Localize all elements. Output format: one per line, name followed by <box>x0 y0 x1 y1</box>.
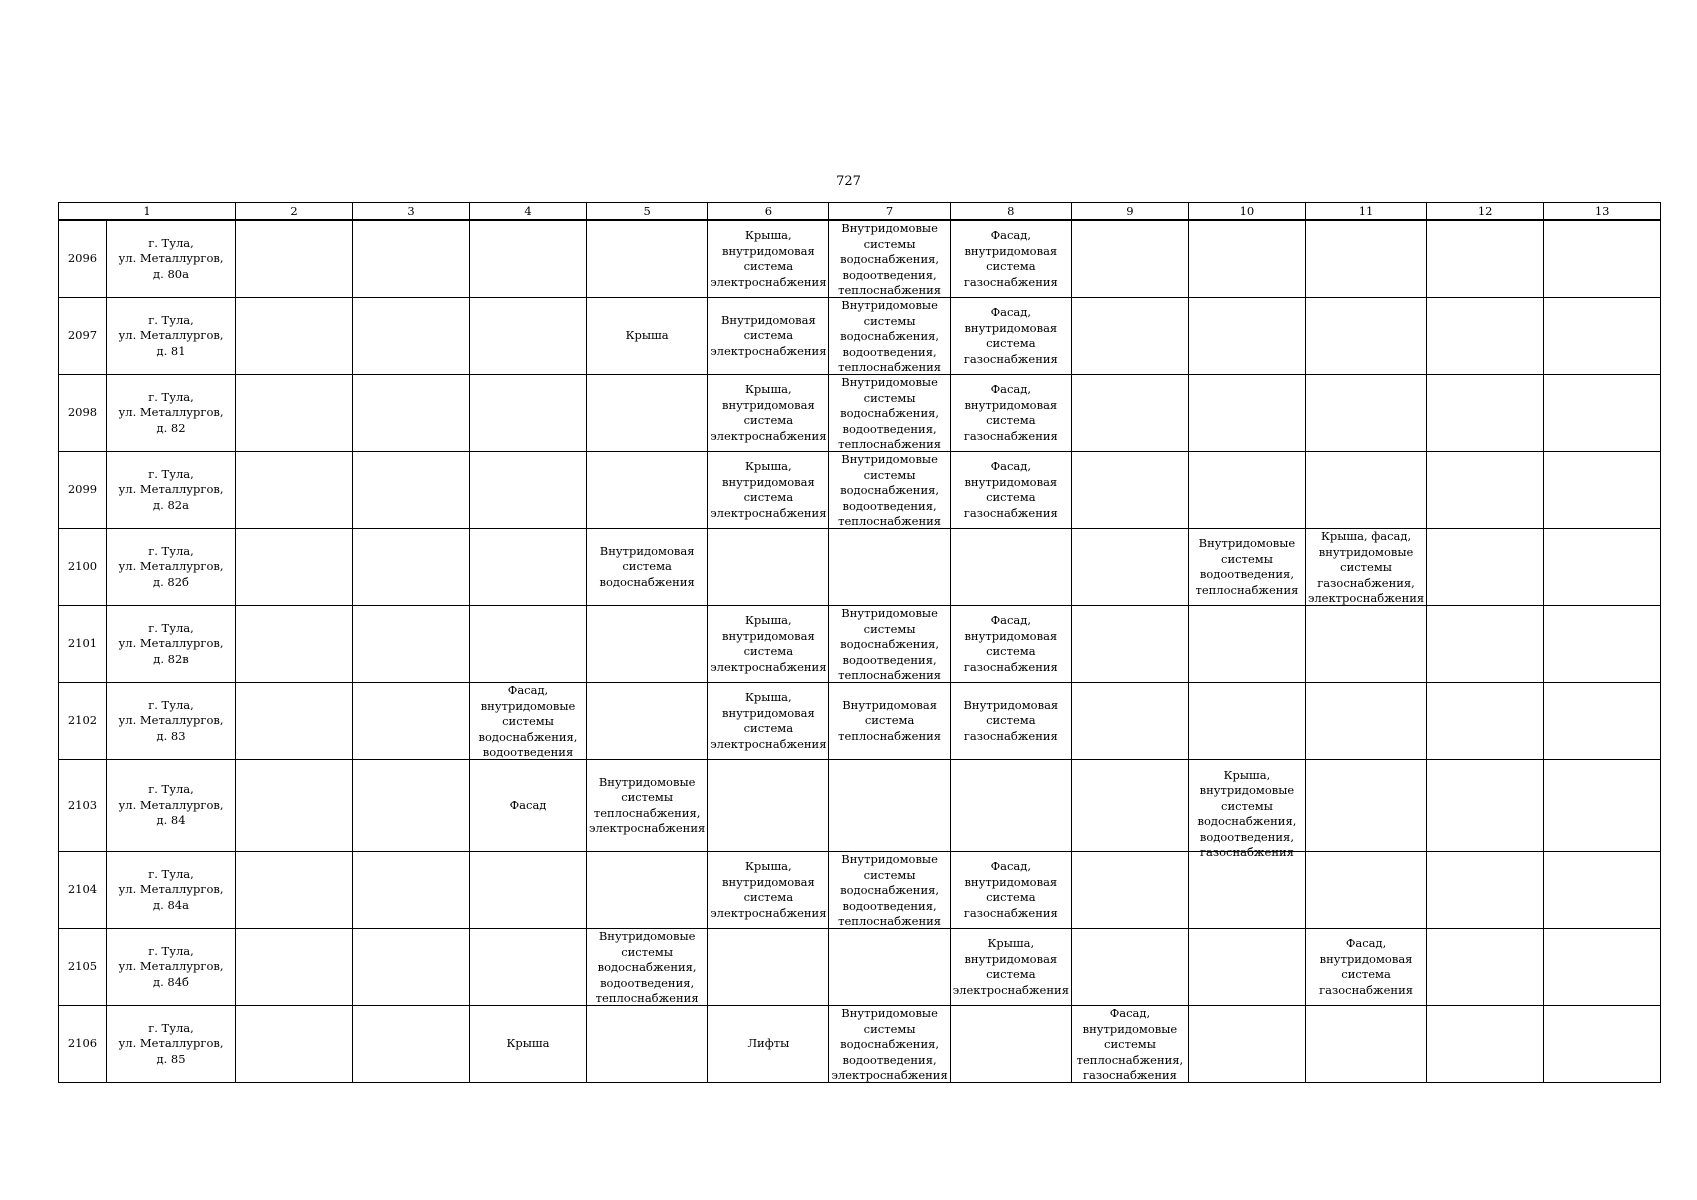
address-line: ул. Металлургов, <box>118 482 224 497</box>
work-cell-col-2 <box>236 606 353 683</box>
work-cell-col-2 <box>236 852 353 929</box>
work-cell-col-7 <box>829 683 950 760</box>
address-line: ул. Металлургов, <box>118 713 224 728</box>
work-cell-col-8 <box>950 683 1071 760</box>
address-line: ул. Металлургов, <box>118 405 224 420</box>
work-cell-col-3 <box>353 452 470 529</box>
row-number: 2102 <box>59 683 107 760</box>
work-text: Крыша, внутридомовая система электроснабжения <box>710 459 827 520</box>
work-text: Фасад <box>509 797 547 812</box>
row-number: 2103 <box>59 760 107 852</box>
work-text: Внутридомовые системы водоснабжения, водоотведения, теплоснабжения <box>838 852 942 928</box>
work-cell-col-10 <box>1188 760 1305 859</box>
work-text: Внутридомовые системы водоснабжения, водоотведения, теплоснабжения <box>595 929 699 1005</box>
work-text: Внутридомовые системы водоснабжения, водоотведения, электроснабжения <box>831 1006 948 1082</box>
work-cell-col-9 <box>1071 298 1188 375</box>
table-row <box>59 606 1661 683</box>
work-cell-col-7 <box>829 298 950 375</box>
work-cell-col-4 <box>470 929 587 1006</box>
table-row <box>59 1006 1661 1083</box>
work-cell-col-5 <box>587 1006 708 1083</box>
work-cell-col-3 <box>353 220 470 298</box>
work-cell-col-2 <box>236 760 353 852</box>
work-cell-col-12 <box>1427 683 1544 760</box>
table-row <box>59 852 1661 929</box>
work-cell-col-5 <box>587 452 708 529</box>
work-text: Внутридомовые системы водоснабжения, водоотведения, теплоснабжения <box>838 221 942 297</box>
work-cell-col-2 <box>236 375 353 452</box>
work-text: Внутридомовая система электроснабжения <box>710 312 827 358</box>
column-header-5: 5 <box>587 203 708 221</box>
address-cell <box>107 683 236 760</box>
work-cell-col-9 <box>1071 220 1188 298</box>
work-cell-col-8 <box>950 452 1071 529</box>
work-cell-col-3 <box>353 1006 470 1083</box>
column-header-11: 11 <box>1305 203 1426 221</box>
work-cell-col-4 <box>470 606 587 683</box>
work-cell-col-7 <box>829 375 950 452</box>
work-cell-col-7 <box>829 929 950 1006</box>
address-line: ул. Металлургов, <box>118 251 224 266</box>
row-number: 2099 <box>59 452 107 529</box>
work-text: Лифты <box>747 1036 790 1051</box>
address-line: г. Тула, <box>148 235 194 250</box>
work-cell-col-11 <box>1305 852 1426 929</box>
work-cell-col-2 <box>236 220 353 298</box>
table-row <box>59 529 1661 606</box>
work-cell-col-6 <box>708 760 829 852</box>
work-cell-col-13 <box>1544 375 1661 452</box>
work-cell-col-4 <box>470 760 587 852</box>
column-header-6: 6 <box>708 203 829 221</box>
work-cell-col-6 <box>708 375 829 452</box>
work-cell-col-6 <box>708 683 829 760</box>
work-cell-col-13 <box>1544 760 1661 852</box>
work-cell-col-10 <box>1188 220 1305 298</box>
work-cell-col-5 <box>587 298 708 375</box>
work-cell-col-5 <box>587 606 708 683</box>
address-line: г. Тула, <box>148 782 194 797</box>
column-header-13: 13 <box>1544 203 1661 221</box>
work-cell-col-4 <box>470 529 587 606</box>
header-row <box>59 203 1661 221</box>
work-cell-col-2 <box>236 298 353 375</box>
work-cell-col-9 <box>1071 929 1188 1006</box>
work-cell-col-13 <box>1544 929 1661 1006</box>
work-text: Внутридомовые системы водоснабжения, водоотведения, теплоснабжения <box>838 375 942 451</box>
work-cell-col-7 <box>829 760 950 852</box>
work-cell-col-11 <box>1305 929 1426 1006</box>
work-cell-col-6 <box>708 529 829 606</box>
work-cell-col-11 <box>1305 1006 1426 1083</box>
work-text: Внутридомовые системы водоснабжения, водоотведения, теплоснабжения <box>838 606 942 682</box>
column-header-8: 8 <box>950 203 1071 221</box>
work-cell-col-9 <box>1071 452 1188 529</box>
work-cell-col-10 <box>1188 529 1305 606</box>
column-header-7: 7 <box>829 203 950 221</box>
work-cell-col-12 <box>1427 452 1544 529</box>
work-cell-col-2 <box>236 1006 353 1083</box>
work-cell-col-12 <box>1427 529 1544 606</box>
work-cell-col-8 <box>950 760 1071 852</box>
work-cell-col-10 <box>1188 852 1305 929</box>
row-number: 2105 <box>59 929 107 1006</box>
work-cell-col-8 <box>950 529 1071 606</box>
work-cell-col-5 <box>587 929 708 1006</box>
work-text: Крыша, внутридомовая система электроснабжения <box>710 613 827 674</box>
work-cell-col-12 <box>1427 220 1544 298</box>
column-header-2: 2 <box>236 203 353 221</box>
work-cell-col-9 <box>1071 375 1188 452</box>
work-cell-col-8 <box>950 1006 1071 1083</box>
work-cell-col-13 <box>1544 1006 1661 1083</box>
address-line: д. 81 <box>156 343 186 358</box>
work-cell-col-9 <box>1071 760 1188 852</box>
row-number: 2096 <box>59 220 107 298</box>
work-text: Внутридомовая система газоснабжения <box>963 697 1059 743</box>
address-line: г. Тула, <box>148 1020 194 1035</box>
work-cell-col-11 <box>1305 606 1426 683</box>
address-line: ул. Металлургов, <box>118 797 224 812</box>
address-line: д. 85 <box>156 1051 186 1066</box>
column-header-3: 3 <box>353 203 470 221</box>
work-cell-col-9 <box>1071 606 1188 683</box>
work-text: Крыша <box>625 328 669 343</box>
table-row <box>59 452 1661 529</box>
work-cell-col-6 <box>708 852 829 929</box>
table-row <box>59 929 1661 1006</box>
address-line: ул. Металлургов, <box>118 882 224 897</box>
work-text: Внутридомовая система водоснабжения <box>599 543 695 589</box>
work-text: Крыша, внутридомовые системы водоснабжения, водоотведения, газоснабжения <box>1197 767 1297 859</box>
work-cell-col-3 <box>353 529 470 606</box>
address-line: ул. Металлургов, <box>118 328 224 343</box>
address-line: г. Тула, <box>148 697 194 712</box>
address-line: д. 82б <box>153 574 189 589</box>
work-text: Внутридомовые системы теплоснабжения, электроснабжения <box>589 774 706 835</box>
row-number: 2106 <box>59 1006 107 1083</box>
work-cell-col-3 <box>353 375 470 452</box>
work-cell-col-7 <box>829 606 950 683</box>
address-cell <box>107 929 236 1006</box>
work-text: Крыша, внутридомовая система электроснабжения <box>710 382 827 443</box>
work-cell-col-13 <box>1544 298 1661 375</box>
work-cell-col-12 <box>1427 760 1544 852</box>
address-line: д. 82в <box>153 651 189 666</box>
work-cell-col-5 <box>587 529 708 606</box>
work-cell-col-5 <box>587 852 708 929</box>
work-text: Фасад, внутридомовая система газоснабжения <box>963 459 1058 520</box>
work-cell-col-3 <box>353 929 470 1006</box>
work-cell-col-6 <box>708 929 829 1006</box>
row-number: 2100 <box>59 529 107 606</box>
column-header-4: 4 <box>470 203 587 221</box>
work-text: Фасад, внутридомовая система газоснабжения <box>963 382 1058 443</box>
address-cell <box>107 298 236 375</box>
address-line: г. Тула, <box>148 389 194 404</box>
work-cell-col-5 <box>587 220 708 298</box>
work-cell-col-3 <box>353 606 470 683</box>
address-line: г. Тула, <box>148 312 194 327</box>
column-header-1: 1 <box>59 203 236 221</box>
work-cell-col-9 <box>1071 852 1188 929</box>
work-cell-col-8 <box>950 852 1071 929</box>
work-text: Крыша, внутридомовая система электроснабжения <box>952 936 1069 997</box>
address-line: ул. Металлургов, <box>118 559 224 574</box>
work-cell-col-12 <box>1427 375 1544 452</box>
address-line: ул. Металлургов, <box>118 1036 224 1051</box>
work-cell-col-2 <box>236 452 353 529</box>
work-cell-col-7 <box>829 852 950 929</box>
work-cell-col-11 <box>1305 220 1426 298</box>
work-cell-col-11 <box>1305 452 1426 529</box>
work-cell-col-4 <box>470 452 587 529</box>
address-line: г. Тула, <box>148 543 194 558</box>
address-cell <box>107 606 236 683</box>
address-line: г. Тула, <box>148 866 194 881</box>
work-cell-col-8 <box>950 220 1071 298</box>
address-line: ул. Металлургов, <box>118 636 224 651</box>
address-line: д. 84 <box>156 813 186 828</box>
work-cell-col-13 <box>1544 452 1661 529</box>
work-cell-col-7 <box>829 452 950 529</box>
work-cell-col-7 <box>829 220 950 298</box>
address-cell <box>107 760 236 852</box>
work-cell-col-10 <box>1188 1006 1305 1083</box>
work-text: Фасад, внутридомовые системы водоснабжения, водоотведения <box>478 683 578 759</box>
page-number: 727 <box>836 174 861 189</box>
address-line: ул. Металлургов, <box>118 959 224 974</box>
table-row <box>59 683 1661 760</box>
work-cell-col-3 <box>353 852 470 929</box>
row-number: 2097 <box>59 298 107 375</box>
work-cell-col-11 <box>1305 683 1426 760</box>
work-text: Фасад, внутридомовые системы теплоснабжения, газоснабжения <box>1076 1006 1184 1082</box>
work-cell-col-10 <box>1188 606 1305 683</box>
work-cell-col-2 <box>236 929 353 1006</box>
work-cell-col-4 <box>470 298 587 375</box>
table-row <box>59 298 1661 375</box>
row-number: 2098 <box>59 375 107 452</box>
work-cell-col-13 <box>1544 852 1661 929</box>
work-cell-col-12 <box>1427 606 1544 683</box>
work-text: Фасад, внутридомовая система газоснабжения <box>1319 936 1414 997</box>
address-line: г. Тула, <box>148 620 194 635</box>
address-line: д. 82 <box>156 420 186 435</box>
work-cell-col-3 <box>353 760 470 852</box>
work-cell-col-13 <box>1544 529 1661 606</box>
work-text: Фасад, внутридомовая система газоснабжения <box>963 228 1058 289</box>
work-cell-col-2 <box>236 683 353 760</box>
row-number: 2101 <box>59 606 107 683</box>
work-cell-col-12 <box>1427 1006 1544 1083</box>
work-cell-col-3 <box>353 298 470 375</box>
work-cell-col-7 <box>829 529 950 606</box>
address-line: г. Тула, <box>148 466 194 481</box>
work-cell-col-12 <box>1427 929 1544 1006</box>
work-cell-col-8 <box>950 375 1071 452</box>
work-cell-col-11 <box>1305 375 1426 452</box>
work-text: Фасад, внутридомовая система газоснабжения <box>963 305 1058 366</box>
column-header-12: 12 <box>1427 203 1544 221</box>
work-cell-col-6 <box>708 298 829 375</box>
work-cell-col-11 <box>1305 760 1426 852</box>
work-cell-col-5 <box>587 760 708 852</box>
work-cell-col-6 <box>708 452 829 529</box>
work-text: Крыша, внутридомовая система электроснабжения <box>710 859 827 920</box>
column-header-10: 10 <box>1188 203 1305 221</box>
address-line: д. 82а <box>153 497 189 512</box>
work-text: Внутридомовые системы водоснабжения, водоотведения, теплоснабжения <box>838 298 942 374</box>
work-text: Внутридомовые системы водоснабжения, водоотведения, теплоснабжения <box>838 452 942 528</box>
work-cell-col-6 <box>708 220 829 298</box>
address-cell <box>107 220 236 298</box>
address-line: д. 84а <box>153 897 189 912</box>
work-cell-col-10 <box>1188 683 1305 760</box>
work-cell-col-10 <box>1188 375 1305 452</box>
repair-schedule-table <box>58 202 1661 1083</box>
work-cell-col-12 <box>1427 298 1544 375</box>
address-line: д. 84б <box>153 974 189 989</box>
work-text: Внутридомовая система теплоснабжения <box>838 697 942 743</box>
work-cell-col-4 <box>470 375 587 452</box>
work-cell-col-10 <box>1188 929 1305 1006</box>
work-cell-col-8 <box>950 929 1071 1006</box>
address-line: г. Тула, <box>148 943 194 958</box>
address-cell <box>107 375 236 452</box>
work-text: Крыша, внутридомовая система электроснабжения <box>710 228 827 289</box>
work-cell-col-9 <box>1071 683 1188 760</box>
work-cell-col-10 <box>1188 298 1305 375</box>
work-cell-col-5 <box>587 375 708 452</box>
work-cell-col-10 <box>1188 452 1305 529</box>
work-cell-col-13 <box>1544 606 1661 683</box>
work-cell-col-4 <box>470 1006 587 1083</box>
work-cell-col-6 <box>708 1006 829 1083</box>
address-cell <box>107 1006 236 1083</box>
work-cell-col-3 <box>353 683 470 760</box>
work-cell-col-2 <box>236 529 353 606</box>
work-cell-col-11 <box>1305 298 1426 375</box>
work-cell-col-11 <box>1305 529 1426 606</box>
work-text: Фасад, внутридомовая система газоснабжения <box>963 859 1058 920</box>
row-number: 2104 <box>59 852 107 929</box>
work-cell-col-9 <box>1071 529 1188 606</box>
work-cell-col-8 <box>950 298 1071 375</box>
address-line: д. 83 <box>156 728 186 743</box>
table-row <box>59 760 1661 852</box>
work-cell-col-12 <box>1427 852 1544 929</box>
work-cell-col-6 <box>708 606 829 683</box>
column-header-9: 9 <box>1071 203 1188 221</box>
address-cell <box>107 529 236 606</box>
work-cell-col-9 <box>1071 1006 1188 1083</box>
work-text: Фасад, внутридомовая система газоснабжения <box>963 613 1058 674</box>
work-text: Внутридомовые системы водоотведения, теплоснабжения <box>1195 536 1299 597</box>
work-cell-col-13 <box>1544 683 1661 760</box>
work-cell-col-4 <box>470 683 587 760</box>
address-line: д. 80а <box>153 266 189 281</box>
work-cell-col-5 <box>587 683 708 760</box>
work-text: Крыша, внутридомовая система электроснабжения <box>710 690 827 751</box>
work-cell-col-4 <box>470 852 587 929</box>
work-text: Крыша, фасад, внутридомовые системы газоснабжения, электроснабжения <box>1307 529 1425 605</box>
address-cell <box>107 852 236 929</box>
work-cell-col-13 <box>1544 220 1661 298</box>
table-row <box>59 220 1661 298</box>
work-cell-col-8 <box>950 606 1071 683</box>
work-text: Крыша <box>506 1036 550 1051</box>
address-cell <box>107 452 236 529</box>
table-row <box>59 375 1661 452</box>
work-cell-col-4 <box>470 220 587 298</box>
work-cell-col-7 <box>829 1006 950 1083</box>
